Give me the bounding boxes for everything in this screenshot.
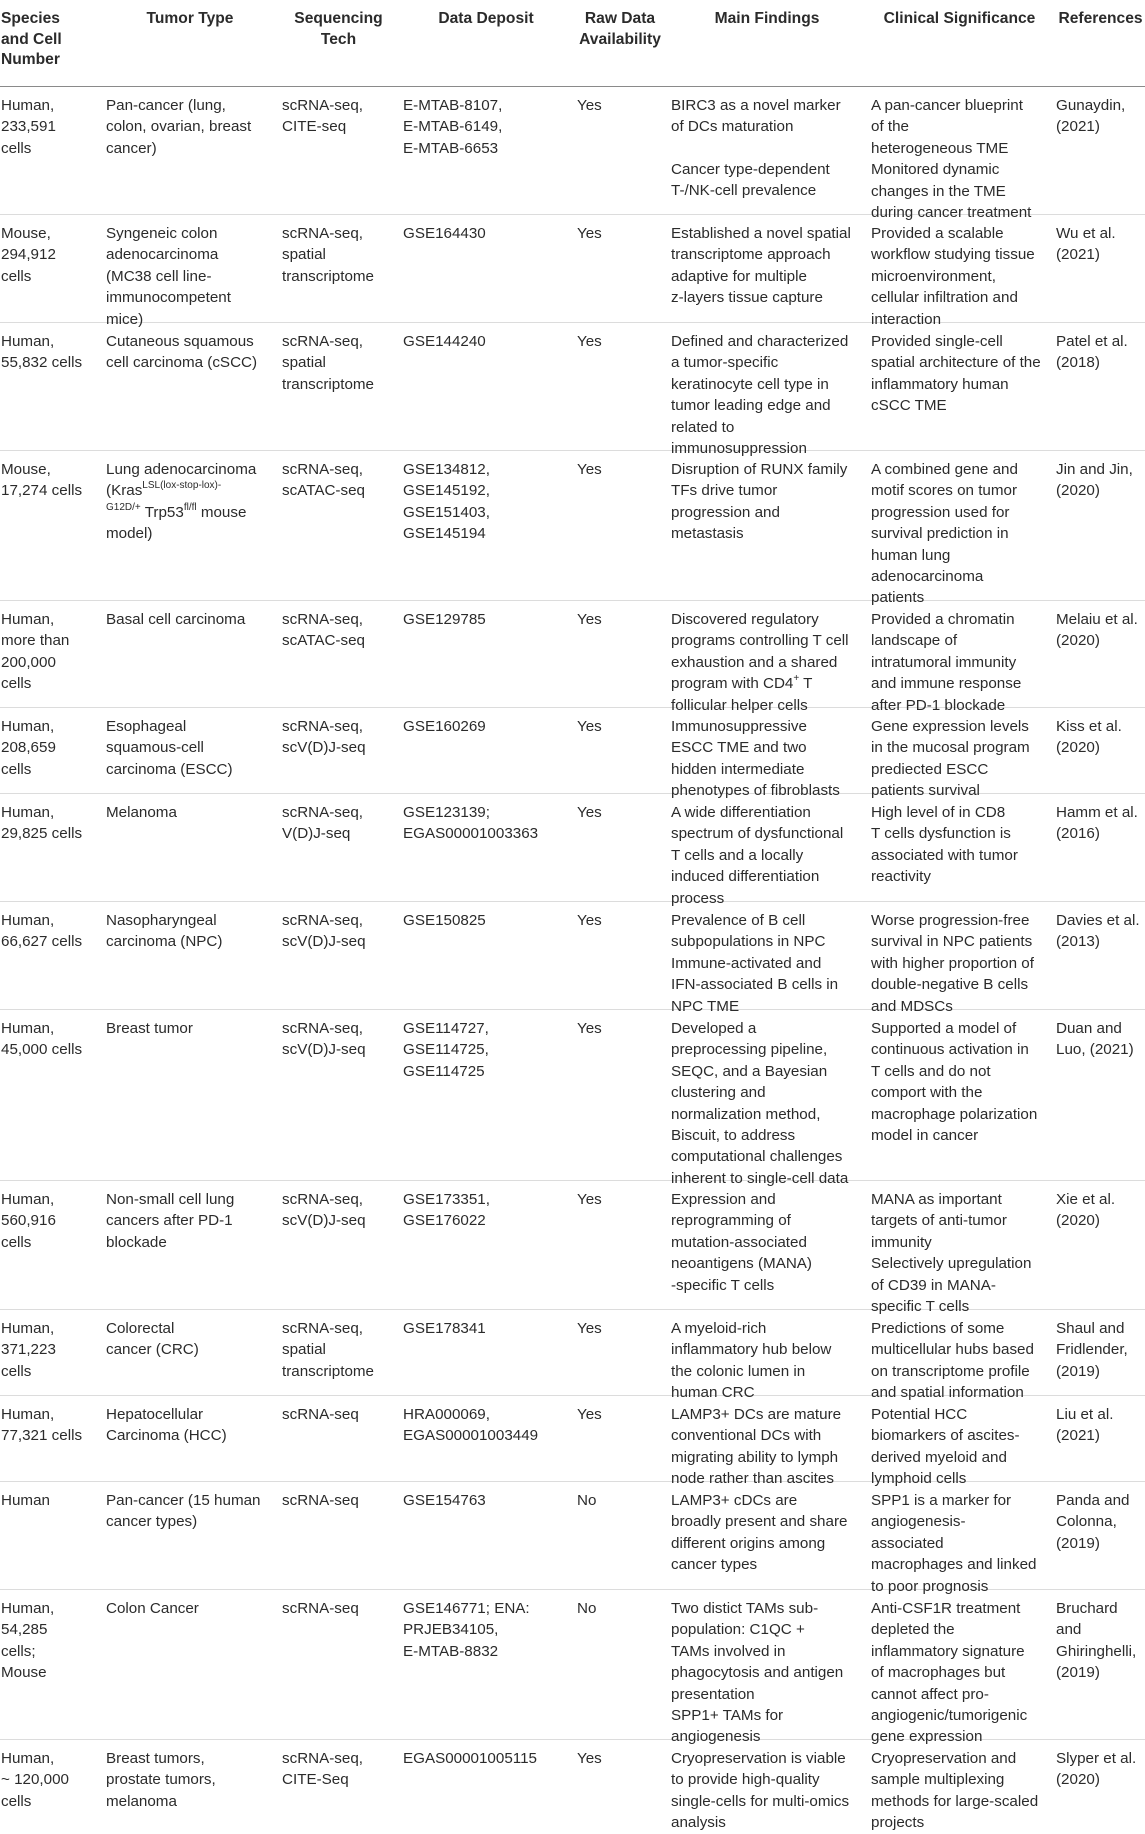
sequencing-tech-cell: scRNA-seq, scATAC-seq bbox=[282, 461, 365, 500]
table-row bbox=[0, 902, 1145, 1015]
header-data-deposit: Data Deposit bbox=[438, 10, 534, 27]
reference-cell: Liu et al. (2021) bbox=[1056, 1406, 1114, 1445]
table-row bbox=[0, 87, 1145, 222]
species-cell: Human, 55,832 cells bbox=[1, 333, 83, 372]
tumor-type-cell: Pan-cancer (15 human cancer types) bbox=[106, 1492, 261, 1531]
tumor-type-cell: Breast tumor bbox=[106, 1020, 193, 1037]
main-findings-cell: LAMP3+ DCs are mature conventional DCs with migrating ability to lymph node rather than ascites bbox=[671, 1406, 842, 1488]
tumor-type-cell: Hepatocellular Carcinoma (HCC) bbox=[106, 1406, 227, 1445]
main-findings-cell: Expression and reprogramming of mutation-associated neoantigens (MANA) -specific T cells bbox=[671, 1191, 812, 1294]
tumor-type-cell: Lung adenocarcinoma (Kras$^{LSL(lox-stop-lox)-}$ $^{G12D/+}$ $Trp53^{fl/fl}$ mouse model) bbox=[106, 461, 257, 543]
reference-cell: Shaul and Fridlender, (2019) bbox=[1056, 1320, 1128, 1380]
tumor-type-cell: Esophageal squamous-cell carcinoma (ESCC) bbox=[106, 718, 233, 778]
species-cell: Human, 29,825 cells bbox=[1, 804, 83, 843]
sequencing-tech-cell: scRNA-seq, spatial transcriptome bbox=[282, 225, 375, 285]
reference-cell: Gunaydin, (2021) bbox=[1056, 97, 1126, 136]
clinical-significance-cell: MANA as important targets of anti-tumor immunity Selectively upregulation of CD39 in MANA- specific T cells bbox=[871, 1191, 1032, 1316]
reference-cell: Wu et al. (2021) bbox=[1056, 225, 1116, 264]
reference-cell: Jin and Jin, (2020) bbox=[1056, 461, 1133, 500]
sequencing-tech-cell: scRNA-seq, scV(D)J-seq bbox=[282, 912, 366, 951]
data-deposit-cell: HRA000069, EGAS00001003449 bbox=[403, 1406, 539, 1445]
tumor-type-cell: Nasopharyngeal carcinoma (NPC) bbox=[106, 912, 223, 951]
sequencing-tech-cell: scRNA-seq, scV(D)J-seq bbox=[282, 1191, 366, 1230]
data-deposit-cell: GSE178341 bbox=[403, 1320, 486, 1337]
table-row bbox=[0, 1181, 1145, 1316]
sequencing-tech-cell: scRNA-seq bbox=[282, 1600, 359, 1617]
sequencing-tech-cell: scRNA-seq, spatial transcriptome bbox=[282, 1320, 375, 1380]
data-deposit-cell: GSE134812, GSE145192, GSE151403, GSE145194 bbox=[403, 461, 490, 543]
clinical-significance-cell: A pan-cancer blueprint of the heterogeneous TME Monitored dynamic changes in the TME during cancer treatment bbox=[871, 97, 1032, 222]
clinical-significance-cell: Anti-CSF1R treatment depleted the inflammatory signature of macrophages but cannot affect pro- angiogenic/tumorigenic gene expression bbox=[871, 1600, 1028, 1746]
clinical-significance-cell: Predictions of some multicellular hubs based on transcriptome profile and spatial information bbox=[871, 1320, 1034, 1402]
tumor-type-cell: Melanoma bbox=[106, 804, 177, 821]
clinical-significance-cell: A combined gene and motif scores on tumor progression used for survival prediction in human lung adenocarcinoma patients bbox=[871, 461, 1018, 607]
sequencing-tech-cell: scRNA-seq, spatial transcriptome bbox=[282, 333, 375, 393]
clinical-significance-cell: Provided single-cell spatial architecture of the inflammatory human cSCC TME bbox=[871, 333, 1041, 415]
main-findings-cell: A wide differentiation spectrum of dysfunctional T cells and a locally induced differentiation process bbox=[671, 804, 844, 907]
reference-cell: Xie et al. (2020) bbox=[1056, 1191, 1116, 1230]
reference-cell: Davies et al. (2013) bbox=[1056, 912, 1140, 951]
table-row bbox=[0, 708, 1145, 800]
tumor-type-cell: Pan-cancer (lung, colon, ovarian, breast cancer) bbox=[106, 97, 252, 157]
reference-cell: Bruchard and Ghiringhelli, (2019) bbox=[1056, 1600, 1137, 1682]
data-deposit-cell: GSE160269 bbox=[403, 718, 486, 735]
raw-data-cell: Yes bbox=[577, 912, 602, 929]
raw-data-cell: No bbox=[577, 1492, 597, 1509]
sequencing-tech-cell: scRNA-seq, CITE-Seq bbox=[282, 1750, 364, 1789]
data-deposit-cell: GSE129785 bbox=[403, 611, 486, 628]
species-cell: Human, 233,591 cells bbox=[1, 97, 56, 157]
sequencing-tech-cell: scRNA-seq, scV(D)J-seq bbox=[282, 1020, 366, 1059]
clinical-significance-cell: Provided a scalable workflow studying tissue microenvironment, cellular infiltration and interaction bbox=[871, 225, 1035, 328]
main-findings-cell: Developed a preprocessing pipeline, SEQC, and a Bayesian clustering and normalization method, Biscuit, to address computational challenges inherent to single-cell data bbox=[671, 1020, 849, 1187]
species-cell: Mouse, 17,274 cells bbox=[1, 461, 83, 500]
reference-cell: Hamm et al. (2016) bbox=[1056, 804, 1138, 843]
main-findings-cell: Defined and characterized a tumor-specific keratinocyte cell type in tumor leading edge and related to immunosuppression bbox=[671, 333, 849, 458]
clinical-significance-cell: Worse progression-free survival in NPC patients with higher proportion of double-negative B cells and MDSCs bbox=[871, 912, 1034, 1015]
clinical-significance-cell: Cryopreservation and sample multiplexing methods for large-scaled projects bbox=[871, 1750, 1039, 1832]
species-cell: Human, 45,000 cells bbox=[1, 1020, 83, 1059]
main-findings-cell: Discovered regulatory programs controlling T cell exhaustion and a shared program with CD4+ T follicular helper cells bbox=[671, 611, 849, 714]
data-deposit-cell: GSE144240 bbox=[403, 333, 486, 350]
main-findings-cell: Established a novel spatial transcriptome approach adaptive for multiple z-layers tissue capture bbox=[671, 225, 851, 307]
table-header-row bbox=[0, 0, 1145, 87]
table-row bbox=[0, 323, 1145, 458]
clinical-significance-cell: Potential HCC biomarkers of ascites- derived myeloid and lymphoid cells bbox=[871, 1406, 1020, 1488]
header-species: Species and Cell Number bbox=[1, 10, 62, 68]
species-cell: Human, 77,321 cells bbox=[1, 1406, 83, 1445]
tumor-type-cell: Cutaneous squamous cell carcinoma (cSCC) bbox=[106, 333, 258, 372]
table-row bbox=[0, 1010, 1145, 1187]
raw-data-cell: Yes bbox=[577, 804, 602, 821]
sequencing-tech-cell: scRNA-seq, V(D)J-seq bbox=[282, 804, 364, 843]
data-deposit-cell: E-MTAB-8107, E-MTAB-6149, E-MTAB-6653 bbox=[403, 97, 503, 157]
data-deposit-cell: GSE114727, GSE114725, GSE114725 bbox=[403, 1020, 489, 1080]
header-references: References bbox=[1058, 10, 1143, 27]
table-row bbox=[0, 451, 1145, 607]
species-cell: Human, 208,659 cells bbox=[1, 718, 56, 778]
reference-cell: Slyper et al. (2020) bbox=[1056, 1750, 1137, 1789]
data-deposit-cell: GSE164430 bbox=[403, 225, 486, 242]
raw-data-cell: No bbox=[577, 1600, 597, 1617]
data-deposit-cell: GSE123139; EGAS00001003363 bbox=[403, 804, 539, 843]
main-findings-cell: Disruption of RUNX family TFs drive tumor progression and metastasis bbox=[671, 461, 848, 543]
header-raw-data: Raw Data Availability bbox=[579, 10, 661, 48]
raw-data-cell: Yes bbox=[577, 611, 602, 628]
table-row bbox=[0, 794, 1145, 907]
main-findings-cell: Prevalence of B cell subpopulations in NPC Immune-activated and IFN-associated B cells in NPC TME bbox=[671, 912, 839, 1015]
reference-cell: Kiss et al. (2020) bbox=[1056, 718, 1122, 757]
raw-data-cell: Yes bbox=[577, 1020, 602, 1037]
main-findings-cell: Immunosuppressive ESCC TME and two hidden intermediate phenotypes of fibroblasts bbox=[671, 718, 840, 800]
reference-cell: Melaiu et al. (2020) bbox=[1056, 611, 1138, 650]
data-deposit-cell: GSE154763 bbox=[403, 1492, 486, 1509]
tumor-type-cell: Colon Cancer bbox=[106, 1600, 199, 1617]
main-findings-cell: A myeloid-rich inflammatory hub below the colonic lumen in human CRC bbox=[671, 1320, 832, 1402]
main-findings-cell: LAMP3+ cDCs are broadly present and share different origins among cancer types bbox=[671, 1492, 848, 1574]
sequencing-tech-cell: scRNA-seq, scATAC-seq bbox=[282, 611, 365, 650]
species-cell: Human, 54,285 cells; Mouse bbox=[1, 1600, 55, 1682]
table-row bbox=[0, 1482, 1145, 1595]
clinical-significance-cell: High level of in CD8 T cells dysfunction is associated with tumor reactivity bbox=[871, 804, 1018, 886]
raw-data-cell: Yes bbox=[577, 1191, 602, 1208]
raw-data-cell: Yes bbox=[577, 718, 602, 735]
tumor-type-cell: Syngeneic colon adenocarcinoma (MC38 cell line- immunocompetent mice) bbox=[106, 225, 231, 328]
table-row bbox=[0, 215, 1145, 328]
table-row bbox=[0, 601, 1145, 714]
sequencing-tech-cell: scRNA-seq, scV(D)J-seq bbox=[282, 718, 366, 757]
raw-data-cell: Yes bbox=[577, 1320, 602, 1337]
species-cell: Human bbox=[1, 1492, 50, 1509]
header-sequencing-tech: Sequencing Tech bbox=[294, 10, 383, 48]
tumor-type-cell: Breast tumors, prostate tumors, melanoma bbox=[106, 1750, 216, 1810]
header-main-findings: Main Findings bbox=[714, 10, 820, 27]
main-findings-cell: Two distict TAMs sub- population: C1QC + TAMs involved in phagocytosis and antigen presentation SPP1+ TAMs for angiogenesis bbox=[671, 1600, 844, 1746]
data-deposit-cell: GSE173351, GSE176022 bbox=[403, 1191, 490, 1230]
sequencing-tech-cell: scRNA-seq, CITE-seq bbox=[282, 97, 364, 136]
tumor-type-cell: Colorectal cancer (CRC) bbox=[106, 1320, 199, 1359]
data-deposit-cell: GSE150825 bbox=[403, 912, 486, 929]
species-cell: Human, 560,916 cells bbox=[1, 1191, 56, 1251]
table-row bbox=[0, 1590, 1145, 1746]
header-tumor-type: Tumor Type bbox=[146, 10, 234, 27]
table-row bbox=[0, 1740, 1145, 1832]
clinical-significance-cell: Provided a chromatin landscape of intratumoral immunity and immune response after PD-1 blockade bbox=[871, 611, 1022, 714]
species-cell: Human, ~ 120,000 cells bbox=[1, 1750, 69, 1810]
reference-cell: Patel et al. (2018) bbox=[1056, 333, 1128, 372]
header-clinical-significance: Clinical Significance bbox=[883, 10, 1036, 27]
clinical-significance-cell: SPP1 is a marker for angiogenesis- associated macrophages and linked to poor prognosis bbox=[871, 1492, 1037, 1595]
main-findings-cell: BIRC3 as a novel marker of DCs maturation Cancer type-dependent T-/NK-cell prevalence bbox=[671, 97, 841, 200]
species-cell: Human, 66,627 cells bbox=[1, 912, 83, 951]
tumor-type-cell: Basal cell carcinoma bbox=[106, 611, 246, 628]
sequencing-tech-cell: scRNA-seq bbox=[282, 1406, 359, 1423]
clinical-significance-cell: Supported a model of continuous activation in T cells and do not comport with the macrophage polarization model in cancer bbox=[871, 1020, 1038, 1145]
data-deposit-cell: GSE146771; ENA: PRJEB34105, E-MTAB-8832 bbox=[403, 1600, 530, 1660]
data-deposit-cell: EGAS00001005115 bbox=[403, 1750, 537, 1767]
raw-data-cell: Yes bbox=[577, 1406, 602, 1423]
table-row bbox=[0, 1310, 1145, 1402]
reference-cell: Panda and Colonna, (2019) bbox=[1056, 1492, 1130, 1552]
sequencing-tech-cell: scRNA-seq bbox=[282, 1492, 359, 1509]
species-cell: Mouse, 294,912 cells bbox=[1, 225, 56, 285]
clinical-significance-cell: Gene expression levels in the mucosal program prediected ESCC patients survival bbox=[871, 718, 1030, 800]
species-cell: Human, 371,223 cells bbox=[1, 1320, 56, 1380]
species-cell: Human, more than 200,000 cells bbox=[1, 611, 70, 693]
tumor-type-cell: Non-small cell lung cancers after PD-1 blockade bbox=[106, 1191, 235, 1251]
raw-data-cell: Yes bbox=[577, 333, 602, 350]
raw-data-cell: Yes bbox=[577, 461, 602, 478]
reference-cell: Duan and Luo, (2021) bbox=[1056, 1020, 1134, 1059]
raw-data-cell: Yes bbox=[577, 1750, 602, 1767]
table-row bbox=[0, 1396, 1145, 1488]
raw-data-cell: Yes bbox=[577, 97, 602, 114]
main-findings-cell: Cryopreservation is viable to provide high-quality single-cells for multi-omics analysis bbox=[671, 1750, 850, 1832]
raw-data-cell: Yes bbox=[577, 225, 602, 242]
